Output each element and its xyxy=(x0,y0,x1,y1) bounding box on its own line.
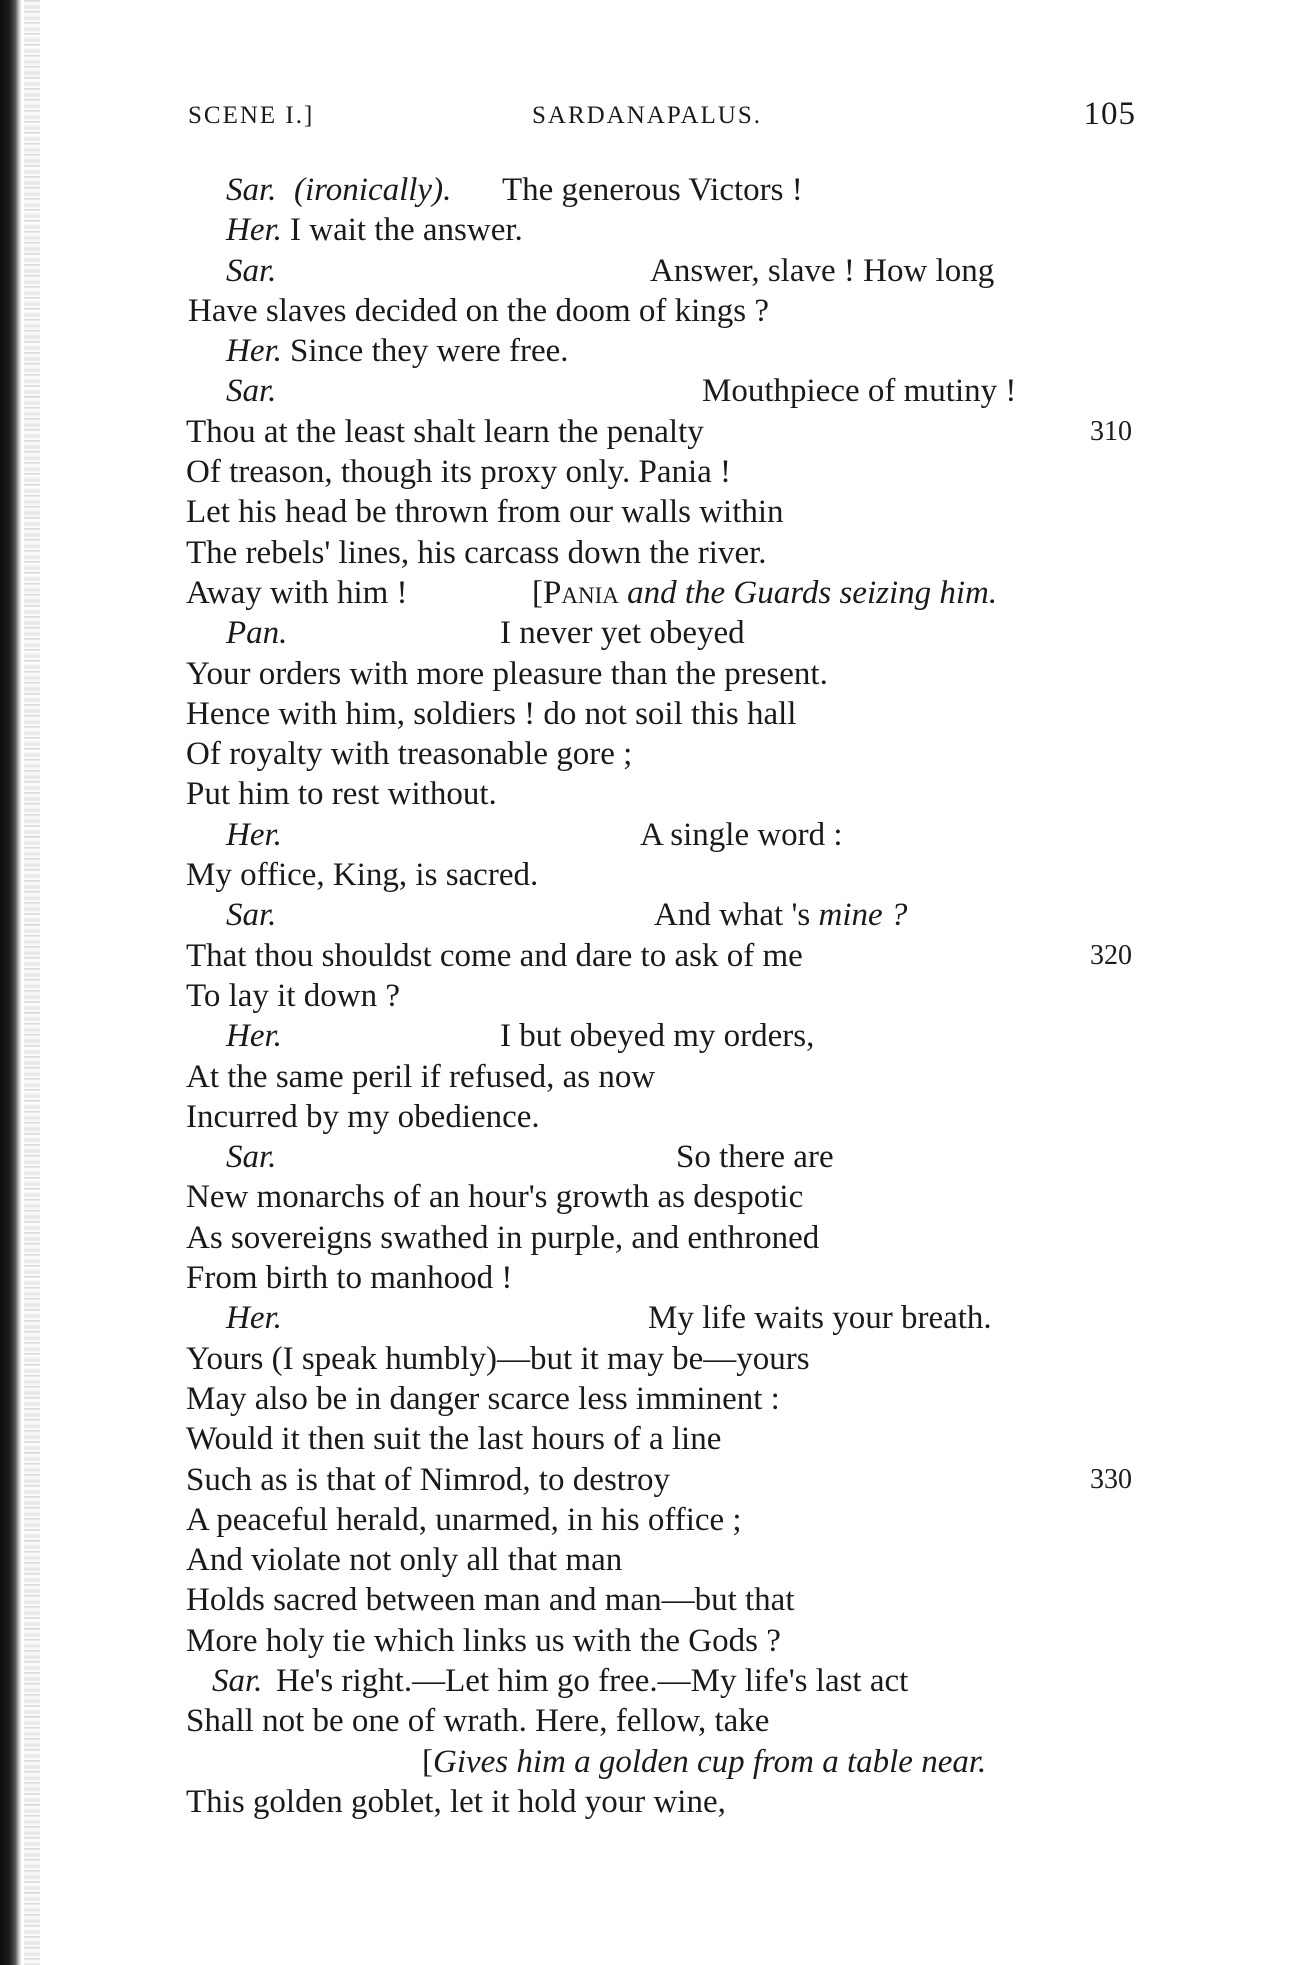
line-text: Incurred by my obedience. xyxy=(186,1098,540,1135)
verse-line xyxy=(182,1419,1142,1459)
verse-line xyxy=(182,1742,1142,1782)
character-name: Pania xyxy=(543,574,619,611)
speaker-name: Her. xyxy=(226,212,282,249)
bracket: [ xyxy=(422,1743,433,1780)
line-text: From birth to manhood ! xyxy=(186,1260,513,1297)
line-text: I wait the answer. xyxy=(290,212,523,249)
line-text: More holy tie which links us with the Gods ? xyxy=(186,1622,781,1659)
verse-line xyxy=(182,976,1142,1016)
line-text: My office, King, is sacred. xyxy=(186,857,539,894)
line-text: So there are xyxy=(676,1139,834,1176)
stage-direction xyxy=(532,573,997,613)
verse-line xyxy=(182,1137,1142,1177)
speaker-name: Her. xyxy=(226,816,282,853)
verse-line xyxy=(182,895,1142,935)
line-number: 310 xyxy=(1090,415,1132,447)
speaker-name: Her. xyxy=(226,1300,282,1337)
speaker-name: Pan. xyxy=(226,615,288,652)
line-text: Away with him ! xyxy=(186,574,408,611)
line-text: At the same peril if refused, as now xyxy=(186,1058,656,1095)
line-text: Shall not be one of wrath. Here, fellow, take xyxy=(186,1703,770,1740)
verse-line xyxy=(182,855,1142,895)
line-number: 330 xyxy=(1090,1463,1132,1495)
line-text: To lay it down ? xyxy=(186,977,400,1014)
line-text: Thou at the least shalt learn the penalty xyxy=(186,413,704,450)
line-text xyxy=(654,895,907,935)
verse-line xyxy=(182,1177,1142,1217)
speaker-name: Sar. xyxy=(226,1139,277,1176)
verse-line xyxy=(182,613,1142,653)
running-title: SARDANAPALUS. xyxy=(532,102,762,129)
line-text: Your orders with more pleasure than the present. xyxy=(186,655,828,692)
line-text: Of treason, though its proxy only. Pania ! xyxy=(186,454,732,491)
verse-line xyxy=(182,533,1142,573)
running-header xyxy=(188,96,1136,138)
verse-line xyxy=(182,1016,1142,1056)
speaker-name: Sar. xyxy=(226,897,277,934)
line-text-roman: And what 's xyxy=(654,897,811,934)
verse-line xyxy=(182,1379,1142,1419)
stage-direction-text: Gives him a golden cup from a table near. xyxy=(433,1743,987,1780)
verse-line xyxy=(182,774,1142,814)
verse-line xyxy=(182,1218,1142,1258)
line-text: This golden goblet, let it hold your wine, xyxy=(186,1783,726,1820)
speaker-name: Sar. xyxy=(226,252,277,289)
line-text: The generous Victors ! xyxy=(502,172,803,208)
verse-line xyxy=(182,210,1142,250)
verse-line xyxy=(182,1782,1142,1822)
verse-line xyxy=(182,1460,1142,1500)
line-text: Would it then suit the last hours of a line xyxy=(186,1421,722,1458)
verse-line xyxy=(182,1540,1142,1580)
line-text: Put him to rest without. xyxy=(186,776,497,813)
verse-line xyxy=(182,291,1142,331)
verse-line xyxy=(182,1298,1142,1338)
line-text: Yours (I speak humbly)—but it may be—yours xyxy=(186,1340,810,1377)
line-text: Such as is that of Nimrod, to destroy xyxy=(186,1461,670,1498)
verse-line xyxy=(182,1500,1142,1540)
line-text: Hence with him, soldiers ! do not soil this hall xyxy=(186,695,797,732)
line-text: Holds sacred between man and man—but that xyxy=(186,1582,795,1619)
speaker-name: Sar. xyxy=(226,373,277,410)
bracket: [ xyxy=(532,574,543,611)
verse-line xyxy=(182,936,1142,976)
verse-line xyxy=(182,371,1142,411)
verse-line xyxy=(182,412,1142,452)
line-text: May also be in danger scarce less imminent : xyxy=(186,1380,780,1417)
verse-line xyxy=(182,331,1142,371)
verse-line xyxy=(182,1097,1142,1137)
line-number: 320 xyxy=(1090,939,1132,971)
page-number: 105 xyxy=(1083,96,1136,132)
line-text: A peaceful herald, unarmed, in his office ; xyxy=(186,1501,742,1538)
verse-line xyxy=(182,694,1142,734)
verse-line xyxy=(182,492,1142,532)
verse-line xyxy=(182,452,1142,492)
verse-line xyxy=(182,1661,1142,1701)
line-text: Have slaves decided on the doom of kings ? xyxy=(188,292,770,329)
verse-line xyxy=(182,1621,1142,1661)
verse-line xyxy=(182,573,1142,613)
line-text: Let his head be thrown from our walls within xyxy=(186,494,784,531)
stage-direction: (ironically). xyxy=(294,172,452,208)
line-text: And violate not only all that man xyxy=(186,1542,623,1579)
verse-line xyxy=(182,251,1142,291)
verse-line xyxy=(182,1339,1142,1379)
verse-line xyxy=(182,734,1142,774)
line-text: Mouthpiece of mutiny ! xyxy=(702,373,1017,410)
line-text: The rebels' lines, his carcass down the river. xyxy=(186,534,767,571)
verse-line xyxy=(182,815,1142,855)
speaker-name: Her. xyxy=(226,333,282,370)
verse-line xyxy=(182,170,1142,210)
line-text: That thou shouldst come and dare to ask of me xyxy=(186,937,803,974)
line-text: He's right.—Let him go free.—My life's last act xyxy=(276,1662,909,1699)
speaker-name: Sar. xyxy=(212,1662,263,1699)
speaker-name: Sar. xyxy=(226,172,277,208)
verse-line xyxy=(182,654,1142,694)
stage-direction-text: and the Guards seizing him. xyxy=(627,574,998,611)
line-text: As sovereigns swathed in purple, and enthroned xyxy=(186,1219,820,1256)
line-text: Since they were free. xyxy=(290,333,569,370)
emphasized-word: mine ? xyxy=(818,897,908,934)
book-spine-edge xyxy=(0,0,22,1965)
verse-line xyxy=(182,1701,1142,1741)
verse-line xyxy=(182,1580,1142,1620)
line-text: Of royalty with treasonable gore ; xyxy=(186,736,633,773)
scene-label: SCENE I.] xyxy=(188,102,315,129)
speaker-name: Her. xyxy=(226,1018,282,1055)
stage-direction xyxy=(422,1742,986,1782)
line-text: New monarchs of an hour's growth as despotic xyxy=(186,1179,804,1216)
book-spine-shadow xyxy=(24,0,40,1965)
line-text: I never yet obeyed xyxy=(500,615,745,652)
verse-text xyxy=(182,170,1142,1822)
line-text: I but obeyed my orders, xyxy=(500,1018,815,1055)
line-text: My life waits your breath. xyxy=(648,1300,992,1337)
verse-line xyxy=(182,1258,1142,1298)
line-text: Answer, slave ! How long xyxy=(650,252,995,289)
line-text: A single word : xyxy=(640,816,843,853)
verse-line xyxy=(182,1057,1142,1097)
